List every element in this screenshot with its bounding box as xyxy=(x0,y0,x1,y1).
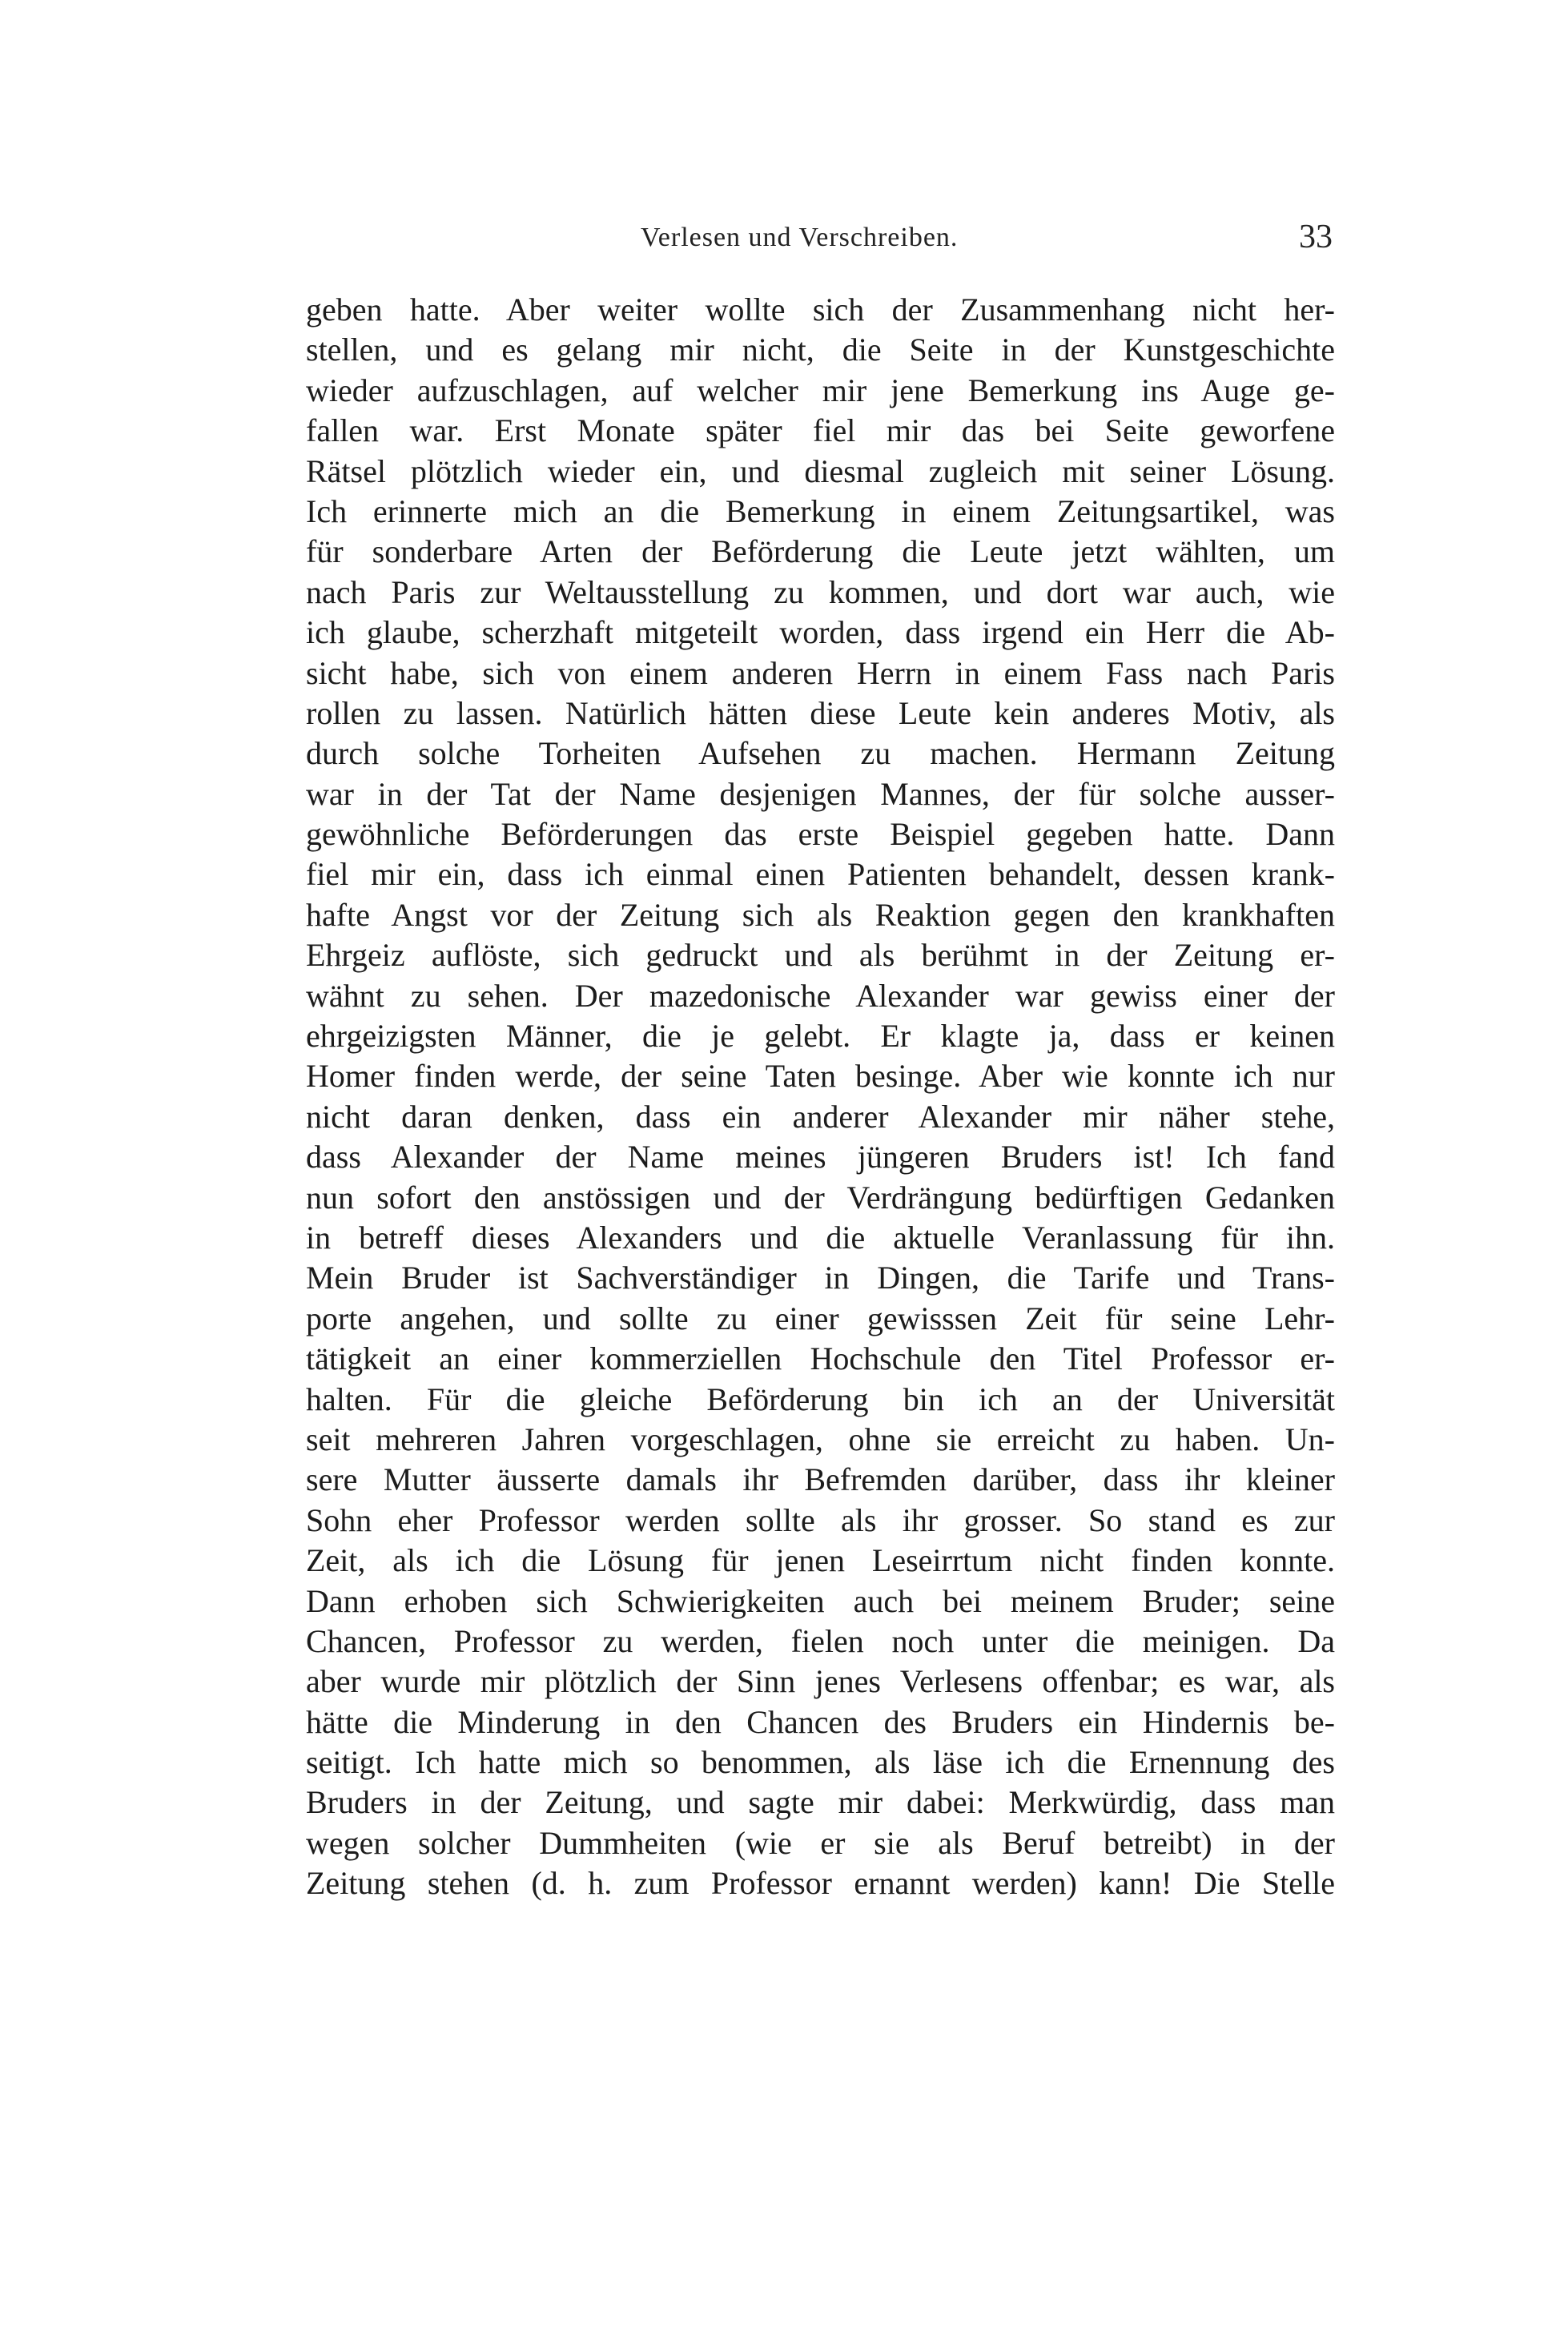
text-line: hätte die Minderung in den Chancen des Bruders ein Hindernis be- xyxy=(306,1703,1335,1740)
text-line: Ehrgeiz auflöste, sich gedruckt und als berühmt in der Zeitung er- xyxy=(306,937,1335,974)
body-text xyxy=(306,290,1335,1904)
text-line: ich glaube, scherzhaft mitgeteilt worden, dass irgend ein Herr die Ab- xyxy=(306,614,1335,651)
text-line: sere Mutter äusserte damals ihr Befremden darüber, dass ihr kleiner xyxy=(306,1461,1335,1498)
page-header xyxy=(306,216,1339,264)
text-line: halten. Für die gleiche Beförderung bin ich an der Universität xyxy=(306,1380,1335,1417)
text-line: tätigkeit an einer kommerziellen Hochschule den Titel Professor er- xyxy=(306,1340,1335,1377)
text-line: Dann erhoben sich Schwierigkeiten auch bei meinem Bruder; seine xyxy=(306,1582,1335,1619)
text-line: Homer finden werde, der seine Taten besinge. Aber wie konnte ich nur xyxy=(306,1058,1335,1095)
text-line: geben hatte. Aber weiter wollte sich der Zusammenhang nicht her- xyxy=(306,291,1335,328)
text-line: sicht habe, sich von einem anderen Herrn in einem Fass nach Paris xyxy=(306,654,1335,691)
text-line: porte angehen, und sollte zu einer gewisssen Zeit für seine Lehr- xyxy=(306,1300,1335,1336)
text-line: seitigt. Ich hatte mich so benommen, als läse ich die Ernennung des xyxy=(306,1744,1335,1781)
text-line: Bruders in der Zeitung, und sagte mir dabei: Merkwürdig, dass man xyxy=(306,1784,1335,1821)
text-line: in betreff dieses Alexanders und die aktuelle Veranlassung für ihn. xyxy=(306,1219,1335,1256)
text-line: aber wurde mir plötzlich der Sinn jenes Verlesens offenbar; es war, als xyxy=(306,1663,1335,1700)
text-line: Zeitung stehen (d. h. zum Professor ernannt werden) kann! Die Stelle xyxy=(306,1865,1335,1902)
text-line: gewöhnliche Beförderungen das erste Beispiel gegeben hatte. Dann xyxy=(306,816,1335,853)
text-line: nach Paris zur Weltausstellung zu kommen, und dort war auch, wie xyxy=(306,573,1335,610)
text-line: nicht daran denken, dass ein anderer Alexander mir näher stehe, xyxy=(306,1098,1335,1135)
text-line: ehrgeizigsten Männer, die je gelebt. Er klagte ja, dass er keinen xyxy=(306,1018,1335,1055)
text-line: Zeit, als ich die Lösung für jenen Leseirrtum nicht finden konnte. xyxy=(306,1542,1335,1579)
text-line: hafte Angst vor der Zeitung sich als Reaktion gegen den krankhaften xyxy=(306,896,1335,933)
text-line: wieder aufzuschlagen, auf welcher mir jene Bemerkung ins Auge ge- xyxy=(306,372,1335,408)
text-line: dass Alexander der Name meines jüngeren Bruders ist! Ich fand xyxy=(306,1139,1335,1176)
text-line: Sohn eher Professor werden sollte als ihr grosser. So stand es zur xyxy=(306,1501,1335,1538)
text-line: stellen, und es gelang mir nicht, die Seite in der Kunstgeschichte xyxy=(306,332,1335,368)
running-title: Verlesen und Verschreiben. xyxy=(641,223,959,252)
text-line: fallen war. Erst Monate später fiel mir das bei Seite geworfene xyxy=(306,412,1335,449)
text-line: wegen solcher Dummheiten (wie er sie als Beruf betreibt) in der xyxy=(306,1824,1335,1861)
text-line: wähnt zu sehen. Der mazedonische Alexander war gewiss einer der xyxy=(306,977,1335,1014)
text-line: Ich erinnerte mich an die Bemerkung in einem Zeitungsartikel, was xyxy=(306,492,1335,529)
text-line: nun sofort den anstössigen und der Verdrängung bedürftigen Gedanken xyxy=(306,1179,1335,1216)
text-line: fiel mir ein, dass ich einmal einen Patienten behandelt, dessen krank- xyxy=(306,856,1335,893)
text-line: für sonderbare Arten der Beförderung die Leute jetzt wählten, um xyxy=(306,533,1335,570)
text-line: Mein Bruder ist Sachverständiger in Dingen, die Tarife und Trans- xyxy=(306,1260,1335,1296)
page-number: 33 xyxy=(1299,219,1333,255)
text-line: seit mehreren Jahren vorgeschlagen, ohne sie erreicht zu haben. Un- xyxy=(306,1421,1335,1457)
text-line: Rätsel plötzlich wieder ein, und diesmal zugleich mit seiner Lösung. xyxy=(306,452,1335,489)
text-line: rollen zu lassen. Natürlich hätten diese Leute kein anderes Motiv, als xyxy=(306,694,1335,731)
text-line: war in der Tat der Name desjenigen Mannes, der für solche ausser- xyxy=(306,775,1335,812)
text-line: durch solche Torheiten Aufsehen zu machen. Hermann Zeitung xyxy=(306,735,1335,772)
text-line: Chancen, Professor zu werden, fielen noch unter die meinigen. Da xyxy=(306,1622,1335,1659)
